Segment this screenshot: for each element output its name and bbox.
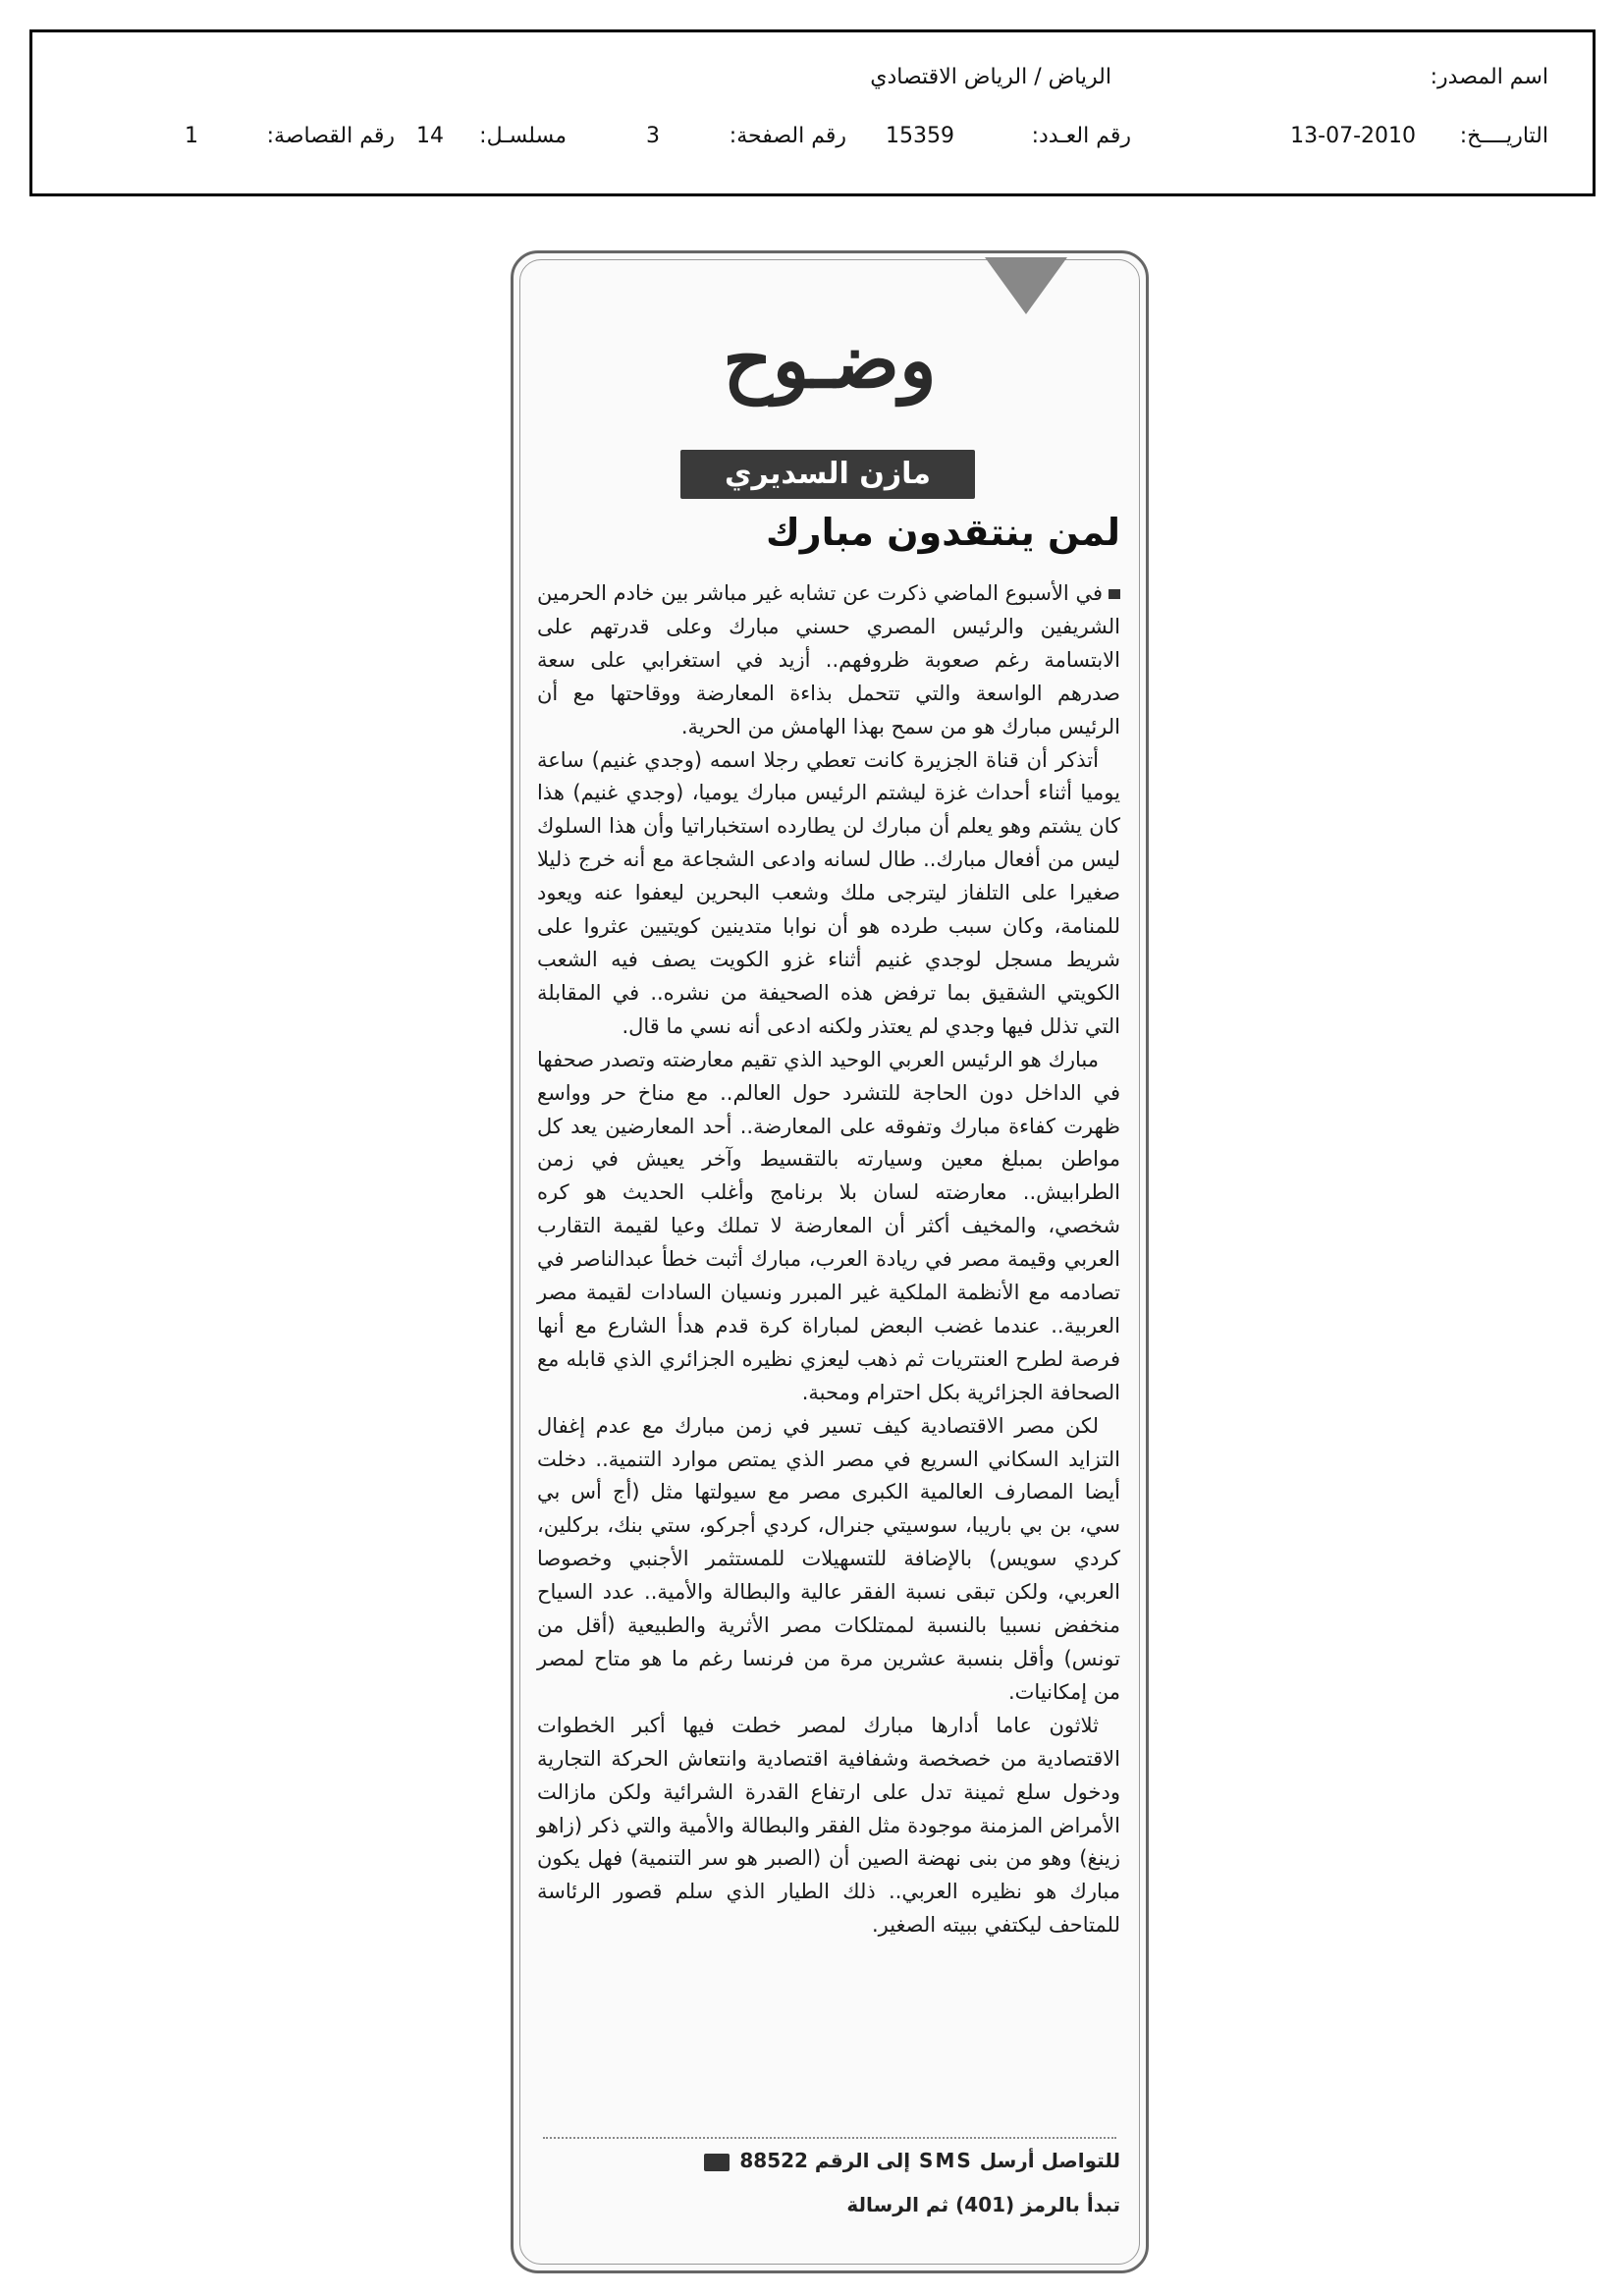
article-headline: لمن ينتقدون مبارك [765, 511, 1120, 554]
footer-divider [543, 2137, 1116, 2139]
date-value: 13-07-2010 [1290, 124, 1416, 148]
article-paragraph: مبارك هو الرئيس العربي الوحيد الذي تقيم معارضته وتصدر صحفها في الداخل دون الحاجة للتشرد حول العالم.. مع مناخ حر وواسع ظهرت كفاءة مبارك وتفوقه على المعارضة.. أحد المعارضين يعد كل مواطن بمبلغ معين وسيارته بالتقسيط وآخر يعيش في زمن الطرابيش.. معارضته لسان بلا برنامج وأغلب الحديث هو كره شخصي، والمخيف أكثر أن المعارضة لا تملك وعيا لقيمة التقارب العربي وقيمة مصر في ريادة العرب، مبارك أثبت خطأ عبدالناصر في تصادمه مع الأنظمة الملكية غير المبرر ونسيان السادات لقيمة مصر العربية.. عندما غضب البعض لمباراة كرة قدم هدأ الشارع مع أنها فرصة لطرح العنتريات ثم ذهب ليعزي نظيره الجزائري الذي قابله مع الصحافة الجزائرية بكل احترام ومحبة. [537, 1047, 1120, 1404]
clip-number-value: 1 [185, 124, 198, 148]
sms-contact-line: للتواصل أرسل SMS إلى الرقم 88522 [704, 2149, 1120, 2172]
article-paragraph: أتذكر أن قناة الجزيرة كانت تعطي رجلا اسمه (وجدي غنيم) ساعة يوميا أثناء أحداث غزة ليشتم الرئيس مبارك يوميا، (وجدي غنيم) هذا كان يشتم وهو يعلم أن مبارك لن يطارده استخباراتيا وأن هذا السلوك ليس من أفعال مبارك.. طال لسانه وادعى الشجاعة مع أنه خرج ذليلا صغيرا على التلفاز ليترجى ملك وشعب البحرين ليعفوا عنه ويعود للمنامة، وكان سبب طرده هو أن نوابا متدينين كويتيين عثروا على شريط مسجل لوجدي غنيم أثناء غزو الكويت يصف فيه الشعب الكويتي الشقيق بما ترفض هذه الصحيفة من نشره.. في المقابلة التي تذلل فيها وجدي لم يعتذر ولكنه ادعى أنه نسي ما قال. [537, 747, 1120, 1038]
triangle-notch-icon [985, 257, 1067, 314]
article-paragraph: لكن مصر الاقتصادية كيف تسير في زمن مبارك مع عدم إغفال التزايد السكاني السريع في مصر الذي يمتص موارد التنمية.. دخلت أيضا المصارف العالمية الكبرى مصر مع سيولتها مثل (أج أس بي سي، بن بي باريبا، سوسيتي جنرال، كردي أجركو، ستي بنك، بركلين، كردي سويس) بالإضافة للتسهيلات للمستثمر الأجنبي وخصوصا العربي، ولكن تبقى نسبة الفقر عالية والبطالة والأمية.. عدد السياح منخفض نسبيا بالنسبة لممتلكات مصر الأثرية والطبيعية (أقل من تونس) وأقل بنسبة عشرين مرة من فرنسا رغم ما هو متاح لمصر من إمكانيات. [537, 1413, 1120, 1704]
page-label: رقم الصفحة: [729, 124, 846, 148]
phone-icon [704, 2154, 730, 2171]
issue-label: رقم العـدد: [1031, 124, 1131, 148]
source-value: الرياض / الرياض الاقتصادي [870, 65, 1111, 89]
article-paragraph: في الأسبوع الماضي ذكرت عن تشابه غير مباشر بين خادم الحرمين الشريفين والرئيس المصري حسني مبارك وعلى قدرتهم على الابتسامة رغم صعوبة ظروفهم.. أزيد في استغرابي على سعة صدرهم الواسعة والتي تتحمل بذاءة المعارضة ووقاحتها مع أن الرئيس مبارك هو من سمح بهذا الهامش من الحرية. [537, 581, 1120, 738]
newspaper-clipping [511, 250, 1149, 2273]
sms-code-line: تبدأ بالرمز (401) ثم الرسالة [846, 2193, 1120, 2216]
date-label: التاريــــخ: [1459, 124, 1548, 148]
column-name: وضـوح [723, 316, 937, 406]
document-header [29, 29, 1596, 196]
serial-label: مسلسـل: [479, 124, 567, 148]
article-body [537, 577, 1120, 1942]
serial-value: 14 [416, 124, 444, 148]
issue-value: 15359 [886, 124, 954, 148]
clip-number-label: رقم القصاصة: [266, 124, 395, 148]
square-bullet-icon [1109, 589, 1120, 599]
article-paragraph: ثلاثون عاما أدارها مبارك لمصر خطت فيها أكبر الخطوات الاقتصادية من خصخصة وشفافية اقتصادية وانتعاش الحركة التجارية ودخول سلع ثمينة تدل على ارتفاع القدرة الشرائية ولكن مازالت الأمراض المزمنة موجودة مثل الفقر والبطالة والأمية والتي ذكر (زاهو زينغ) وهو من بنى نهضة الصين أن (الصبر هو سر التنمية) فهل يكون مبارك هو نظيره العربي.. ذلك الطيار الذي سلم قصور الرئاسة للمتاحف ليكتفي ببيته الصغير. [537, 1713, 1120, 1938]
page-value: 3 [646, 124, 660, 148]
source-label: اسم المصدر: [1430, 65, 1548, 89]
author-name: مازن السديري [680, 450, 975, 499]
